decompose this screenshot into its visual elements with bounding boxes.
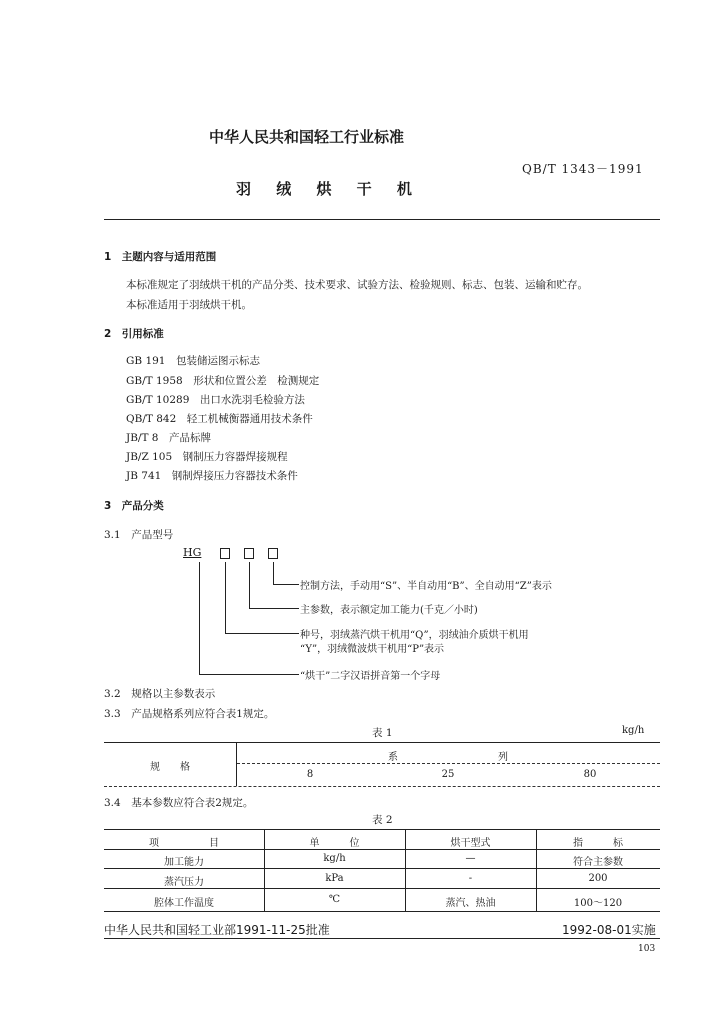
section-3-4: 3.4 基本参数应符合表2规定。 bbox=[104, 797, 254, 809]
table-1-row-label: 规 格 bbox=[150, 762, 190, 773]
approval-line: 中华人民共和国轻工业部1991-11-25批准 bbox=[104, 923, 330, 937]
section-1-para-2: 本标准适用于羽绒烘干机。 bbox=[126, 299, 252, 311]
model-note-kind: 种号，羽绒蒸汽烘干机用“Q”，羽绒油介质烘干机用 bbox=[300, 630, 529, 641]
table-2-cell: - bbox=[468, 873, 473, 884]
table-1-bottom-rule bbox=[104, 786, 660, 787]
table-2-cell: — bbox=[465, 853, 476, 864]
connector-line bbox=[249, 608, 299, 609]
table-1-caption: 表 1 bbox=[372, 727, 393, 739]
table-2-cell: ℃ bbox=[328, 894, 341, 905]
model-note-kind-cont: “Y”，羽绒微波烘干机用“P”表示 bbox=[300, 644, 445, 655]
table-1-value: 8 bbox=[306, 769, 314, 780]
section-1-para-1: 本标准规定了羽绒烘干机的产品分类、技术要求、试验方法、检验规则、标志、包装、运输和贮存。 bbox=[126, 279, 588, 291]
table-2-cell: 蒸汽压力 bbox=[164, 877, 204, 888]
standard-code: QB/T 1343－1991 bbox=[522, 162, 644, 176]
model-slot-kind bbox=[220, 548, 230, 559]
table-2-cell: 腔体工作温度 bbox=[154, 898, 214, 909]
table-2-cell: 加工能力 bbox=[164, 857, 204, 868]
standard-title: 中华人民共和国轻工行业标准 bbox=[209, 128, 405, 146]
table-1-value: 80 bbox=[583, 769, 597, 780]
connector-line bbox=[249, 562, 250, 609]
table-2-header: 指 标 bbox=[573, 838, 623, 849]
document-title: 羽 绒 烘 干 机 bbox=[236, 180, 422, 198]
connector-line bbox=[273, 562, 274, 585]
table-2-cell: kg/h bbox=[323, 853, 346, 864]
page-number: 103 bbox=[638, 944, 656, 954]
table-2-cell: 200 bbox=[588, 873, 608, 884]
reference-item: QB/T 842 轻工机械衡器通用技术条件 bbox=[126, 413, 313, 425]
connector-line bbox=[273, 584, 299, 585]
table-2-top-rule bbox=[104, 829, 660, 830]
table-2-cell: kPa bbox=[325, 873, 344, 884]
table-2-cell: 符合主参数 bbox=[573, 857, 623, 868]
reference-item: GB/T 10289 出口水洗羽毛检验方法 bbox=[126, 394, 305, 406]
reference-item: GB/T 1958 形状和位置公差 检测规定 bbox=[126, 375, 320, 387]
section-3-1-heading: 3.1 产品型号 bbox=[104, 529, 174, 541]
table-2-cell: 蒸汽、热油 bbox=[445, 898, 496, 909]
model-slot-control bbox=[268, 548, 278, 559]
connector-line bbox=[199, 562, 200, 675]
header-rule bbox=[104, 219, 660, 220]
table-2-cell: 100～120 bbox=[573, 898, 623, 909]
section-3-2: 3.2 规格以主参数表示 bbox=[104, 688, 216, 700]
table-1-inner-rule bbox=[237, 763, 660, 764]
model-prefix: HG bbox=[183, 546, 202, 559]
reference-item: JB/T 8 产品标牌 bbox=[126, 432, 211, 444]
connector-line bbox=[225, 633, 299, 634]
section-1-heading: 1 主题内容与适用范围 bbox=[104, 251, 217, 263]
section-2-heading: 2 引用标准 bbox=[104, 328, 164, 340]
table-2-row-rule bbox=[104, 888, 660, 889]
table-1-series-label: 系 列 bbox=[388, 752, 508, 763]
model-note-control: 控制方法，手动用“S”、半自动用“B”、全自动用“Z”表示 bbox=[300, 581, 552, 592]
section-3-heading: 3 产品分类 bbox=[104, 500, 164, 512]
effective-date: 1992-08-01实施 bbox=[562, 923, 656, 937]
reference-item: JB/Z 105 钢制压力容器焊接规程 bbox=[126, 451, 288, 463]
table-2-header: 项 目 bbox=[149, 838, 219, 849]
table-2-bottom-rule bbox=[104, 911, 660, 912]
table-1-value: 25 bbox=[441, 769, 455, 780]
footer-rule bbox=[104, 938, 660, 939]
table-2-header: 烘干型式 bbox=[450, 838, 491, 849]
model-slot-param bbox=[244, 548, 254, 559]
table-2-header-rule bbox=[104, 849, 660, 850]
reference-item: GB 191 包装储运图示标志 bbox=[126, 355, 260, 367]
table-2-header: 单 位 bbox=[309, 838, 360, 849]
connector-line bbox=[199, 674, 299, 675]
connector-line bbox=[225, 562, 226, 634]
model-note-prefix: “烘干”二字汉语拼音第一个字母 bbox=[300, 671, 441, 682]
section-3-3: 3.3 产品规格系列应符合表1规定。 bbox=[104, 708, 275, 720]
table-2-caption: 表 2 bbox=[372, 814, 393, 826]
table-1-top-rule bbox=[104, 742, 660, 743]
reference-item: JB 741 钢制焊接压力容器技术条件 bbox=[126, 470, 298, 482]
model-note-param: 主参数，表示额定加工能力(千克／小时) bbox=[300, 605, 478, 616]
table-2-row-rule bbox=[104, 868, 660, 869]
table-1-unit: kg/h bbox=[622, 725, 645, 736]
